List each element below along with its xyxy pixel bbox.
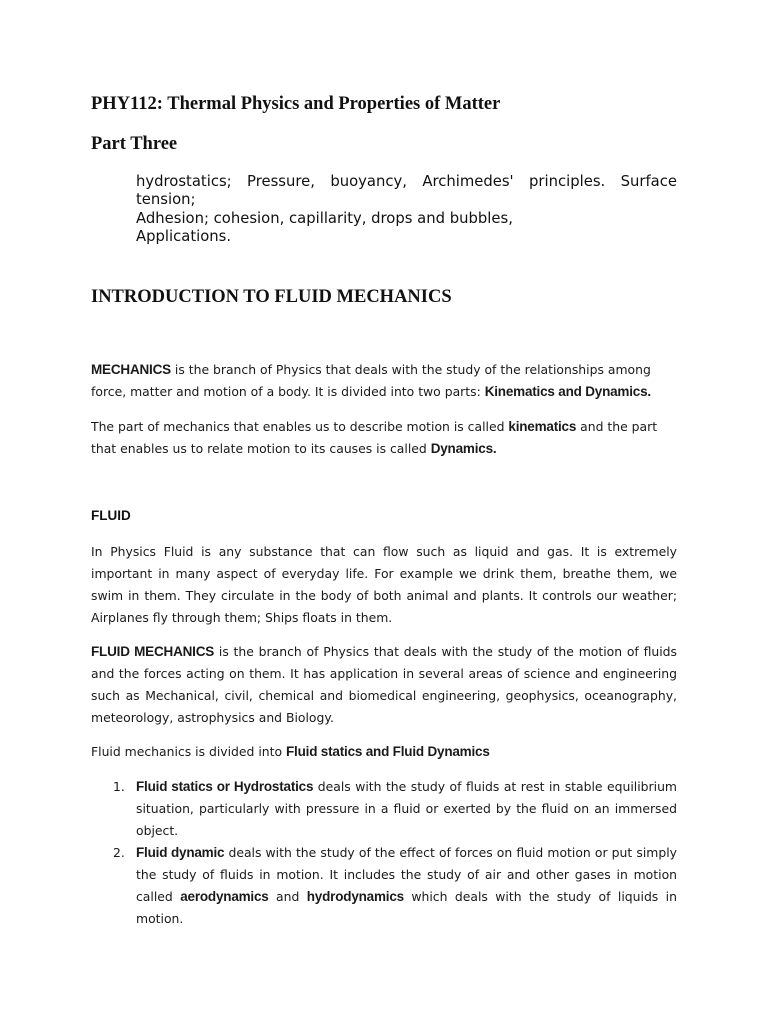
list-text-3: which deals with the study of liquids in motion. bbox=[136, 889, 677, 926]
division-paragraph bbox=[91, 741, 677, 763]
mechanics-parts: Kinematics and Dynamics. bbox=[484, 384, 651, 399]
hydrodynamics-term: hydrodynamics bbox=[306, 889, 404, 904]
outline-line-3: Applications. bbox=[136, 227, 232, 245]
kinematics-text-1: The part of mechanics that enables us to describe motion is called bbox=[91, 419, 509, 434]
kinematics-term: kinematics bbox=[508, 419, 577, 434]
list-item bbox=[91, 776, 677, 842]
fluid-mechanics-text: is the branch of Physics that deals with the study of the motion of fluids and the forces acting on them. It has application in several areas of science and engineering such as Mechanical, civil, chemical and biomedical engineering, geophysics, oceanography, meteorology, astrophysics and Biology. bbox=[91, 644, 677, 725]
kinematics-text-2: and the part that enables us to relate motion to its causes is called bbox=[91, 419, 658, 456]
section-heading: INTRODUCTION TO FLUID MECHANICS bbox=[91, 287, 452, 307]
division-text: Fluid mechanics is divided into bbox=[91, 744, 287, 759]
fluid-mechanics-list bbox=[91, 776, 677, 930]
aerodynamics-term: aerodynamics bbox=[180, 889, 269, 904]
outline-line-2: Adhesion; cohesion, capillarity, drops and bubbles, bbox=[136, 209, 513, 227]
fluid-paragraph: In Physics Fluid is any substance that can flow such as liquid and gas. It is extremely important in many aspect of everyday life. For example we drink them, breathe them, we swim in them. They circulate in the body of both animal and plants. It controls our weather; Airplanes fly through them; Ships floats in them. bbox=[91, 544, 677, 625]
list-term: Fluid statics or Hydrostatics bbox=[136, 779, 314, 794]
mechanics-term: MECHANICS bbox=[91, 362, 171, 377]
fluid-mechanics-paragraph bbox=[91, 641, 677, 729]
list-number: 1. bbox=[113, 779, 125, 794]
fluid-heading: FLUID bbox=[91, 508, 131, 523]
part-title: Part Three bbox=[91, 134, 178, 154]
list-item bbox=[91, 842, 677, 930]
topic-outline bbox=[136, 173, 677, 246]
list-text-2: and bbox=[268, 889, 307, 904]
mechanics-text: is the branch of Physics that deals with the study of the relationships among force, matter and motion of a body. It is divided into two parts: bbox=[91, 362, 651, 399]
fluid-mechanics-term: FLUID MECHANICS bbox=[91, 644, 215, 659]
mechanics-paragraph bbox=[91, 359, 677, 403]
division-terms: Fluid statics and Fluid Dynamics bbox=[286, 744, 490, 759]
list-term: Fluid dynamic bbox=[136, 845, 225, 860]
list-text: deals with the study of fluids at rest in stable equilibrium situation, particularly with pressure in a fluid or exerted by the fluid on an immersed object. bbox=[136, 779, 678, 838]
list-text: deals with the study of the effect of forces on fluid motion or put simply the study of fluids in motion. It includes the study of air and other gases in motion called bbox=[136, 845, 677, 904]
list-number: 2. bbox=[113, 845, 125, 860]
outline-line-1: hydrostatics; Pressure, buoyancy, Archimedes' principles. Surface tension; bbox=[136, 173, 677, 209]
dynamics-term: Dynamics. bbox=[430, 441, 497, 456]
kinematics-paragraph bbox=[91, 416, 677, 460]
document-title: PHY112: Thermal Physics and Properties of Matter bbox=[91, 94, 501, 114]
